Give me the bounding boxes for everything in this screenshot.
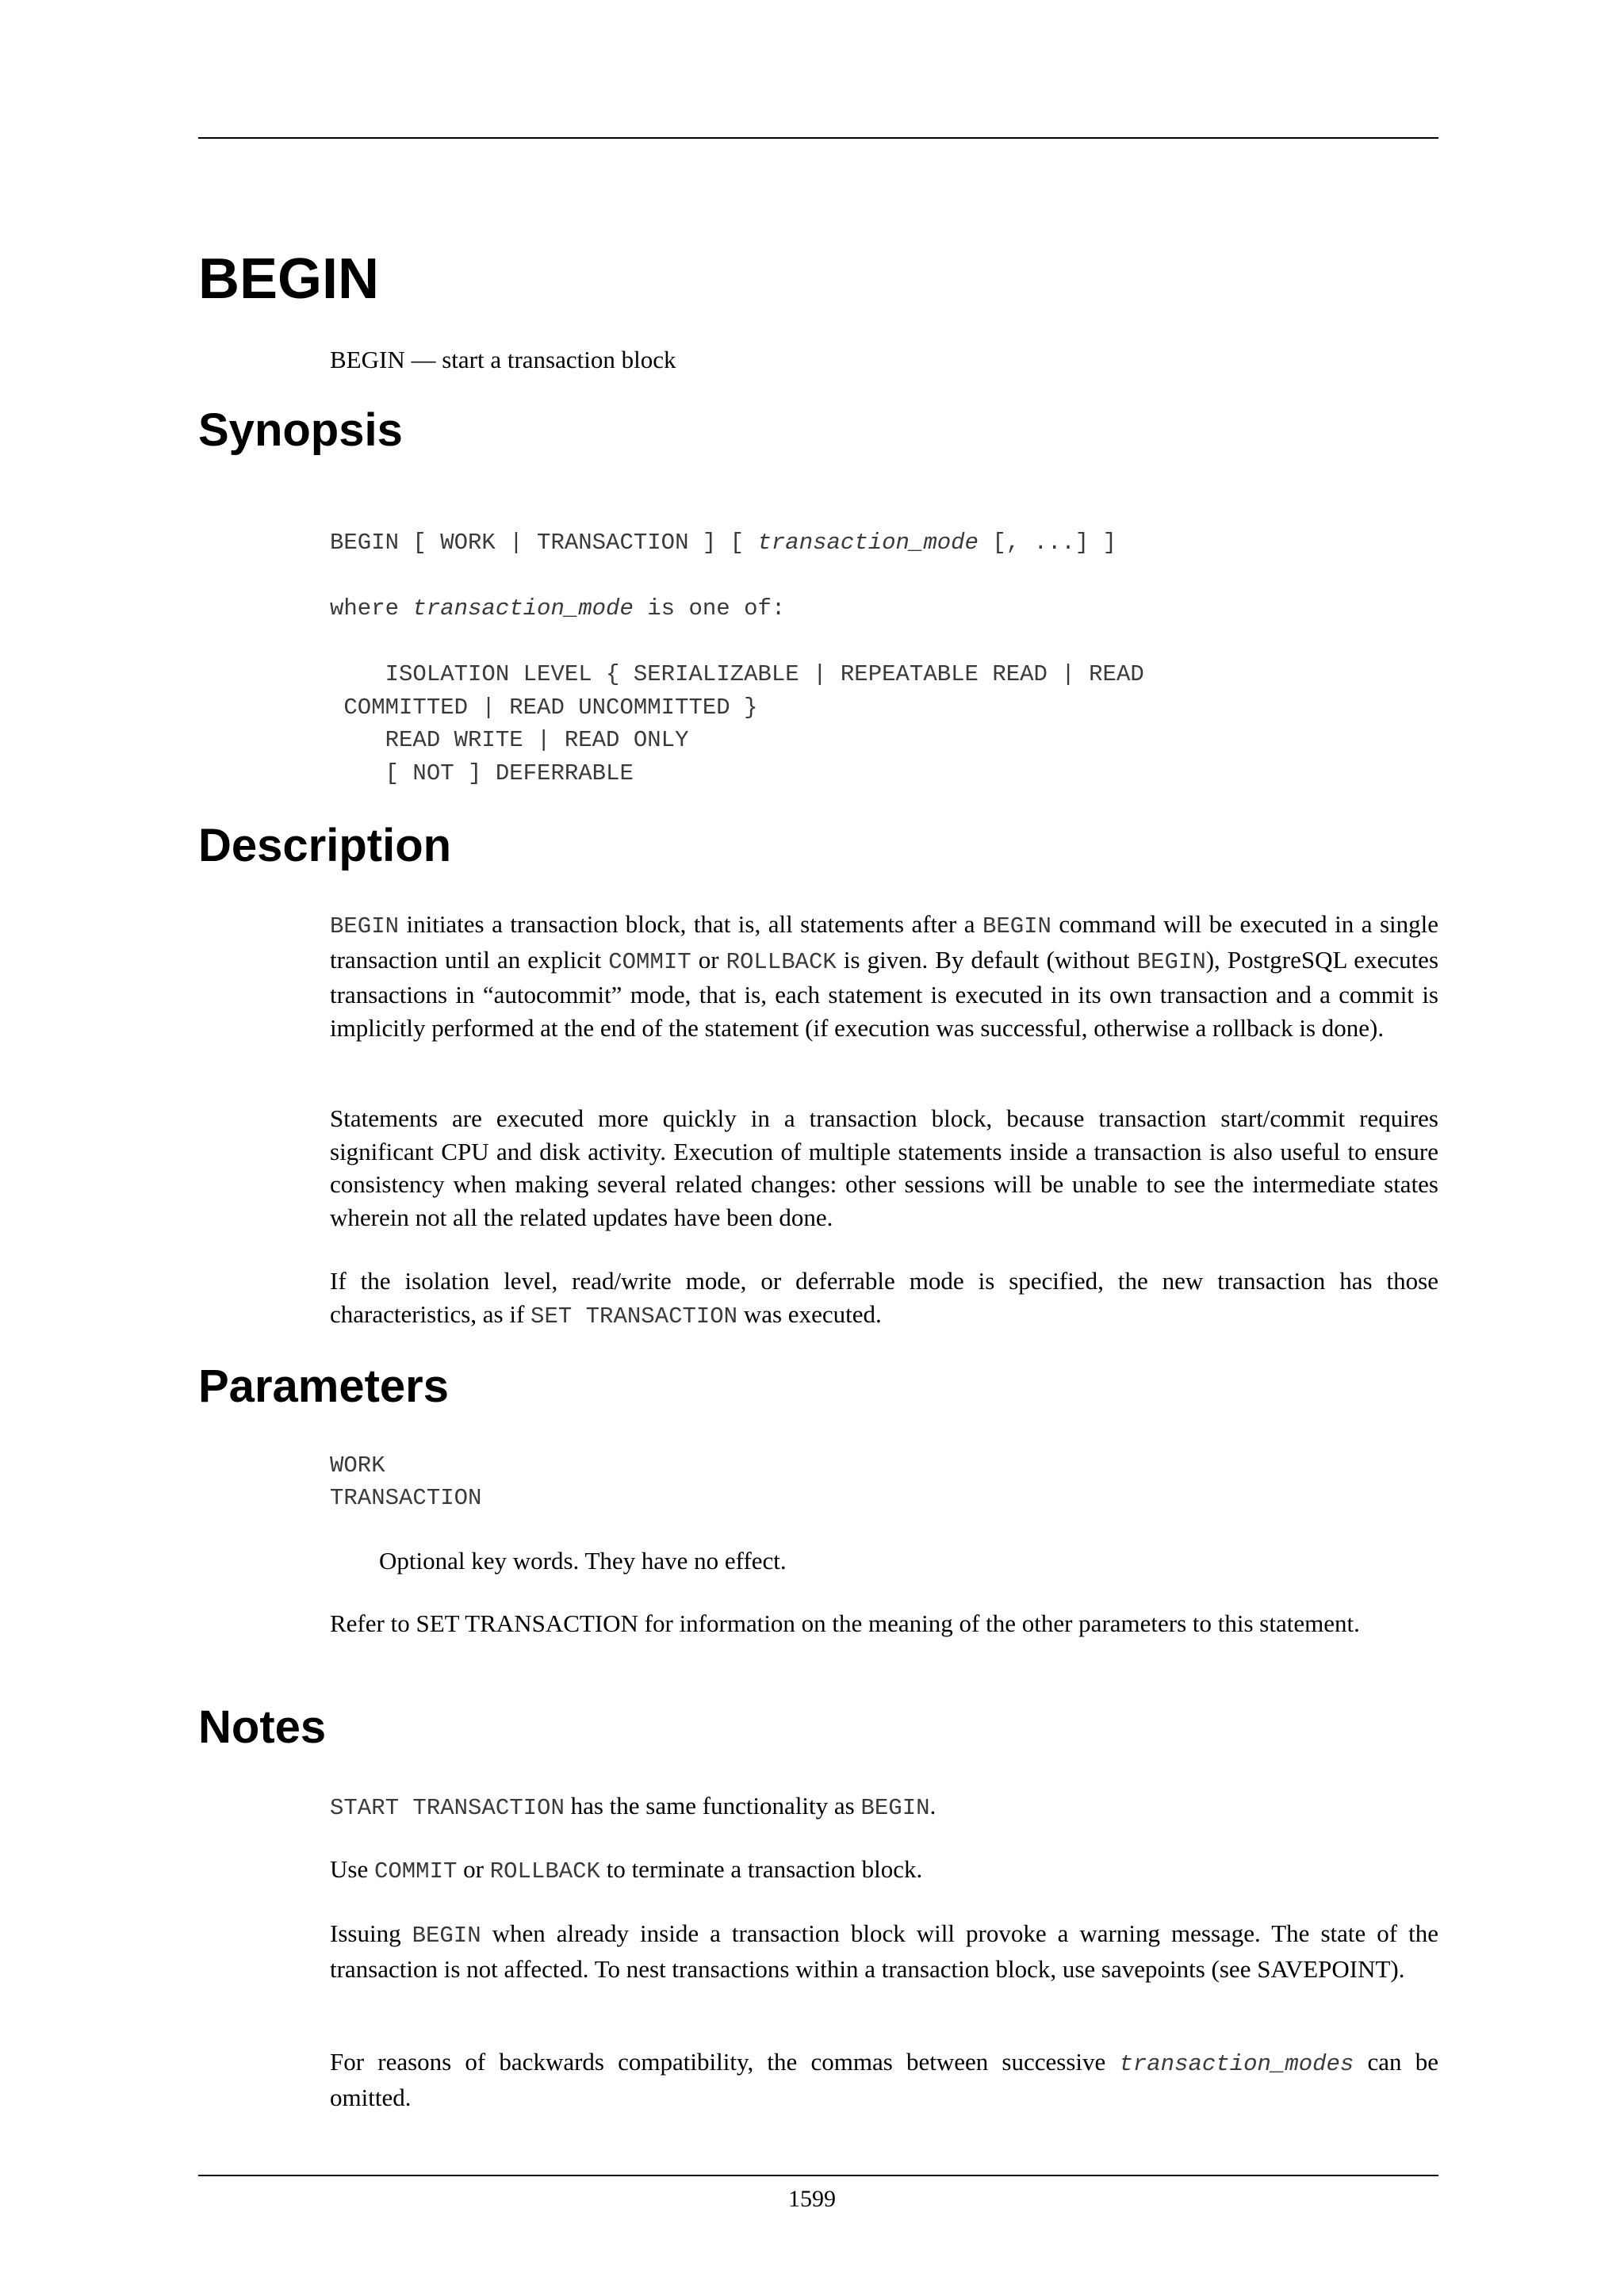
text: or xyxy=(457,1855,490,1883)
refname-dash: — xyxy=(411,346,436,373)
text: For reasons of backwards compatibility, the commas between successive xyxy=(330,2048,1120,2076)
refname-name: BEGIN xyxy=(330,346,405,373)
refname-purpose: start a transaction block xyxy=(442,346,676,373)
inline-code: BEGIN xyxy=(860,1795,930,1821)
synopsis-variable: transaction_mode xyxy=(412,595,634,622)
inline-code: BEGIN xyxy=(1136,948,1206,975)
text: or xyxy=(691,945,726,974)
inline-code: SET TRANSACTION xyxy=(530,1303,738,1330)
inline-code: COMMIT xyxy=(373,1858,458,1885)
text: ), PostgreSQL executes transactions in “autocommit” mode, that is, each statement is executed in its own transaction and a commit is implicitly performed at the end of the statement (if execution was successful, otherwise a rollback is done). xyxy=(330,945,1439,1042)
synopsis-text: where xyxy=(330,595,413,622)
synopsis-modes: ISOLATION LEVEL { SERIALIZABLE | REPEATABLE READ | READ COMMITTED | READ UNCOMMITTED } READ WRITE | READ ONLY [ NOT ] DEFERRABLE xyxy=(343,661,1144,786)
synopsis-text: is one of: xyxy=(633,595,786,622)
inline-code: COMMIT xyxy=(608,948,691,975)
synopsis-variable: transaction_mode xyxy=(757,530,979,556)
synopsis-heading: Synopsis xyxy=(198,404,403,456)
notes-paragraph-2 xyxy=(330,1853,1438,1888)
inline-variable: transaction_modes xyxy=(1119,2051,1354,2077)
inline-code: BEGIN xyxy=(330,913,400,939)
synopsis-text: BEGIN [ WORK | TRANSACTION ] [ xyxy=(330,530,758,556)
inline-code: START TRANSACTION xyxy=(330,1795,565,1821)
parameters-refer-paragraph: Refer to SET TRANSACTION for information on the meaning of the other parameters to this statement. xyxy=(330,1609,1360,1637)
inline-code: BEGIN xyxy=(982,913,1051,939)
text: can be omitted. xyxy=(330,2048,1438,2111)
inline-code: BEGIN xyxy=(412,1923,481,1949)
parameters-heading: Parameters xyxy=(198,1360,449,1412)
text: Issuing xyxy=(330,1919,412,1947)
parameter-definition: Optional key words. They have no effect. xyxy=(379,1547,787,1575)
parameter-term-work: WORK xyxy=(330,1452,385,1479)
description-paragraph-3 xyxy=(330,1265,1438,1333)
header-rule xyxy=(198,137,1438,139)
text: to terminate a transaction block. xyxy=(599,1855,923,1883)
text: . xyxy=(929,1792,936,1820)
description-paragraph-2: Statements are executed more quickly in a transaction block, because transaction start/commit requires significant CPU and disk activity. Execution of multiple statements inside a transaction is also useful to ensure consistency when making several related changes: other sessions will be unable to see the intermediate states wherein not all the related updates have been done. xyxy=(330,1104,1438,1231)
inline-code: ROLLBACK xyxy=(489,1858,600,1885)
description-paragraph-1 xyxy=(330,908,1438,1044)
notes-heading: Notes xyxy=(198,1701,327,1753)
footer-rule xyxy=(198,2175,1438,2176)
text: Use xyxy=(330,1855,374,1883)
notes-paragraph-4 xyxy=(330,2045,1438,2114)
text: If the isolation level, read/write mode, or deferrable mode is specified, the new transaction has those characteristics, as if xyxy=(330,1267,1438,1328)
text: is given. By default (without xyxy=(836,945,1137,974)
notes-paragraph-3 xyxy=(330,1917,1438,1985)
text: command will be executed in a single transaction until an explicit xyxy=(330,910,1438,974)
notes-paragraph-1 xyxy=(330,1789,1438,1825)
text: has the same functionality as xyxy=(564,1792,861,1820)
text: was executed. xyxy=(737,1299,882,1328)
description-heading: Description xyxy=(198,820,452,871)
text: initiates a transaction block, that is, all statements after a xyxy=(399,910,982,938)
inline-code: ROLLBACK xyxy=(726,948,837,975)
refname-line xyxy=(330,343,1438,377)
synopsis-line-1 xyxy=(330,526,1438,560)
synopsis-text: [, ...] ] xyxy=(978,530,1116,556)
parameter-term-transaction: TRANSACTION xyxy=(330,1485,482,1511)
page-title: BEGIN xyxy=(198,247,380,311)
text: when already inside a transaction block will provoke a warning message. The state of the transaction is not affected. To nest transactions within a transaction block, use savepoints (see SAVEPOINT). xyxy=(330,1919,1438,1983)
synopsis-line-2 xyxy=(330,592,1438,626)
page-number: 1599 xyxy=(788,2186,836,2212)
